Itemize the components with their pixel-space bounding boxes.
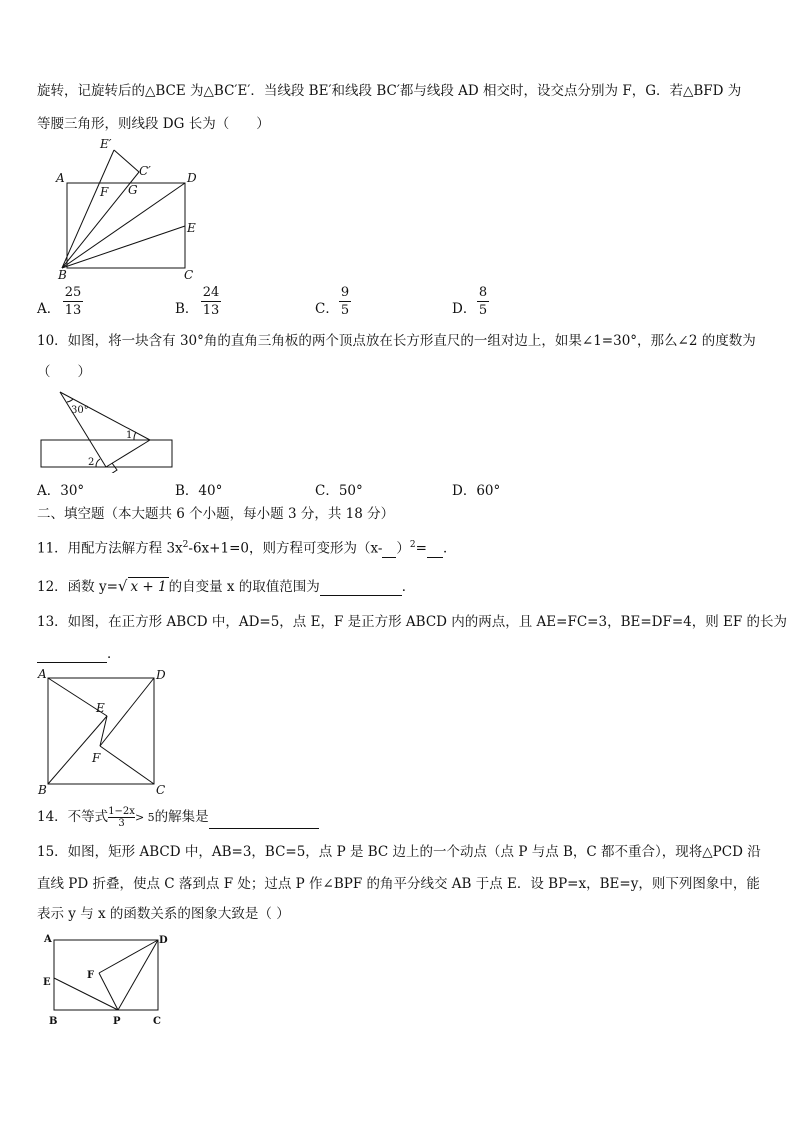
q11-mid2: ） <box>396 540 410 557</box>
q12-post: 的自变量 x 的取值范围为 <box>168 579 320 595</box>
q9-option-d-den: 5 <box>478 303 488 318</box>
q12-pre: 12．函数 y= <box>37 579 118 595</box>
q9-option-a-num: 25 <box>64 285 82 300</box>
q9-option-d-fraction <box>477 285 489 318</box>
q15-text-line2: 直线 PD 折叠，使点 C 落到点 F 处；过点 P 作∠BPF 的角平分线交 AB 于点 E．设 BP=x，BE=y，则下列图象中，能 <box>37 876 760 892</box>
q14-pre: 14．不等式 <box>37 809 109 825</box>
q13-label-F: F <box>92 751 101 765</box>
q11-blank-2 <box>427 557 443 558</box>
q10-text-line1: 10．如图，将一块含有 30°角的直角三角板的两个顶点放在长方形直尺的一组对边上，如果∠1=30°，那么∠2 的度数为 <box>37 333 756 349</box>
q12-blank <box>320 595 402 596</box>
q10-option-c: C．50° <box>315 483 363 499</box>
q9-option-c-fraction <box>339 285 351 318</box>
q10-option-b: B．40° <box>175 483 223 499</box>
q13-figure <box>36 666 171 796</box>
q13-label-D: D <box>156 668 166 682</box>
q13-dot: ． <box>107 646 121 662</box>
q13-blank <box>37 662 107 663</box>
q15-text-line1: 15．如图，矩形 ABCD 中，AB=3，BC=5，点 P 是 BC 边上的一个动点（点 P 与点 B，C 都不重合），现将△PCD 沿 <box>37 844 761 860</box>
q9-label-E: E <box>187 221 196 235</box>
q15-label-P: P <box>113 1016 121 1027</box>
q9-option-a-letter: A． <box>37 301 61 317</box>
q15-label-A: A <box>44 934 52 945</box>
q11-sup2: 2 <box>409 540 416 550</box>
q10-label-angle1: 1 <box>126 430 133 441</box>
q9-text-line2: 等腰三角形，则线段 DG 长为（ ） <box>37 116 270 132</box>
q9-option-b-den: 13 <box>202 303 220 318</box>
q9-label-D: D <box>187 171 197 185</box>
q9-option-b-letter: B． <box>175 301 199 317</box>
q12-dot: ． <box>401 579 416 595</box>
q9-label-B: B <box>58 268 67 281</box>
q14-post: 的解集是 <box>154 809 209 825</box>
q9-option-c-den: 5 <box>340 303 350 318</box>
q9-label-E-prime: E′ <box>100 137 112 151</box>
q11-text <box>37 536 456 558</box>
q15-label-C: C <box>153 1016 161 1027</box>
q10-label-angle30: 30° <box>71 405 89 416</box>
q9-text-line1: 旋转，记旋转后的△BCE 为△BC′E′．当线段 BE′和线段 BC′都与线段 AD 相交时，设交点分别为 F，G．若△BFD 为 <box>37 83 742 99</box>
q14-gt: > 5 <box>134 811 155 824</box>
q9-option-d-letter: D． <box>452 301 477 317</box>
q9-label-C-prime: C′ <box>139 164 151 178</box>
q10-option-a: A．30° <box>37 483 85 499</box>
q10-figure <box>38 388 178 473</box>
q11-sup: 2 <box>182 540 189 550</box>
q11-pre: 11．用配方法解方程 3x <box>37 540 183 557</box>
q10-text-line2: （ ） <box>37 364 91 380</box>
q15-figure <box>40 930 175 1030</box>
q9-option-b-fraction <box>201 285 221 318</box>
q15-label-B: B <box>49 1016 58 1027</box>
q13-label-B: B <box>38 783 47 796</box>
section-2-heading: 二、填空题（本大题共 6 个小题，每小题 3 分，共 18 分） <box>37 506 395 522</box>
q10-label-angle2: 2 <box>88 457 95 468</box>
q13-text-line1: 13．如图，在正方形 ABCD 中，AD=5，点 E，F 是正方形 ABCD 内的两点，且 AE=FC=3，BE=DF=4，则 EF 的长为 <box>37 614 788 630</box>
q9-label-A: A <box>56 171 65 185</box>
q13-label-A: A <box>38 667 47 681</box>
q14-num: 1−2x <box>108 806 135 817</box>
q15-label-F: F <box>87 970 95 981</box>
q9-option-c-num: 9 <box>340 285 350 300</box>
q13-label-E: E <box>96 701 105 715</box>
q14-den: 3 <box>108 817 135 829</box>
q9-option-d-num: 8 <box>478 285 488 300</box>
q9-option-a-den: 13 <box>64 303 82 318</box>
q14-blank <box>209 828 319 829</box>
q10-option-d: D．60° <box>452 483 501 499</box>
q9-label-F: F <box>100 185 109 199</box>
q9-label-C: C <box>184 268 194 281</box>
q9-option-a-fraction <box>63 285 83 318</box>
q9-option-c-letter: C． <box>315 301 339 317</box>
q11-mid: -6x+1=0，则方程可变形为（x- <box>188 540 383 557</box>
q15-text-line3: 表示 y 与 x 的函数关系的图象大致是（ ） <box>37 906 290 922</box>
q12-radicand: x + 1 <box>130 579 167 595</box>
q12-text: 12．函数 y=√ x + 1 的自变量 x 的取值范围为 ． <box>37 577 416 595</box>
q15-label-D: D <box>159 935 168 946</box>
q15-label-E: E <box>43 977 51 988</box>
q13-label-C: C <box>156 783 166 796</box>
q13-text-line2 <box>37 645 121 663</box>
q11-end: = <box>415 540 427 557</box>
q11-blank-1 <box>382 557 396 558</box>
q14-fraction <box>108 806 135 829</box>
q9-label-G: G <box>128 183 138 197</box>
q9-option-b-num: 24 <box>202 285 220 300</box>
q14-text <box>37 806 319 829</box>
q9-figure <box>50 136 210 281</box>
q11-dot: ． <box>442 540 457 557</box>
